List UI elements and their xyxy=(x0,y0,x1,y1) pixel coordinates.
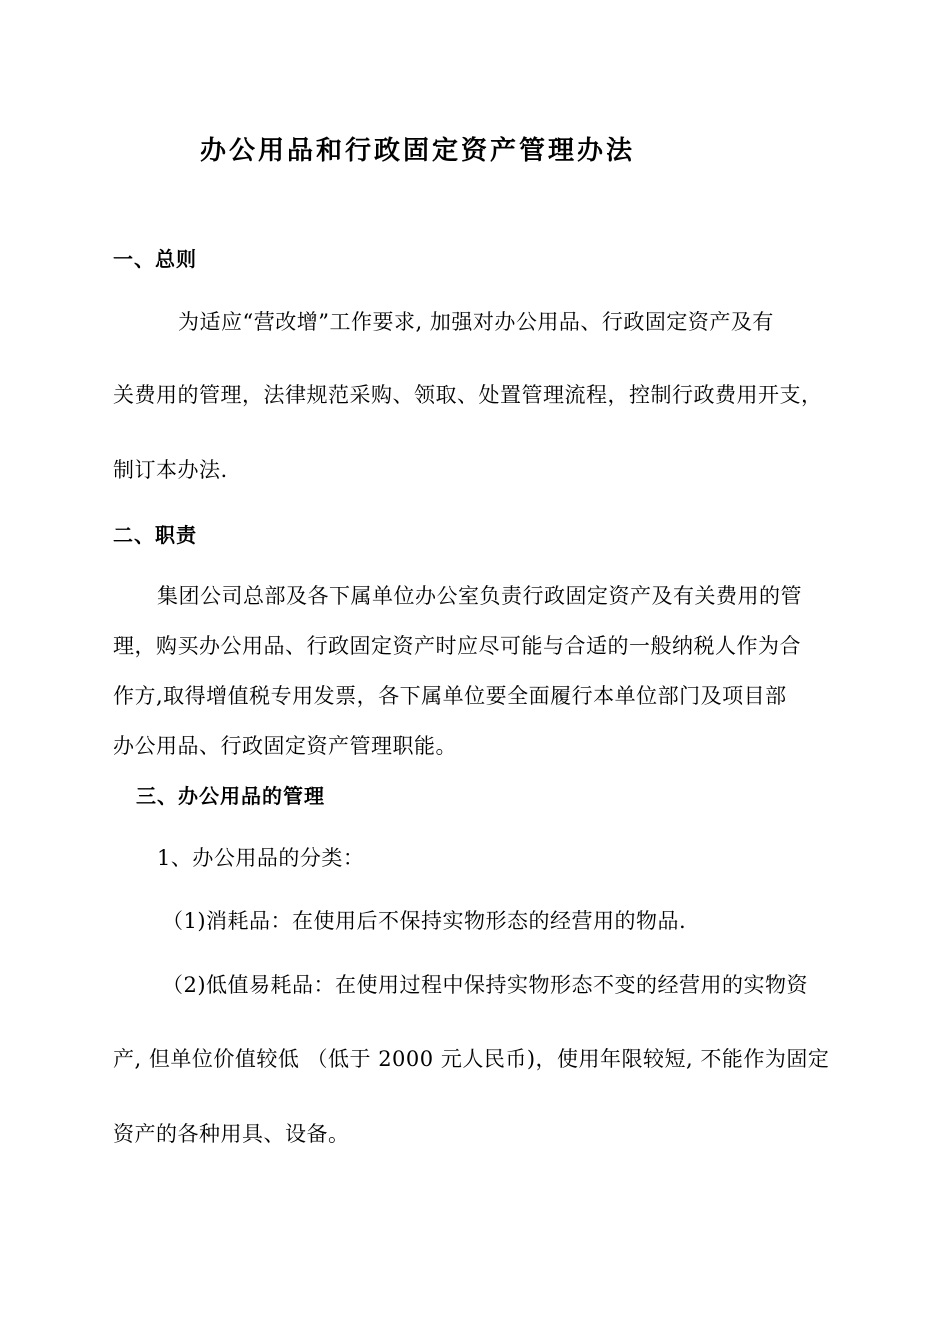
paragraph-line: 集团公司总部及各下属单位办公室负责行政固定资产及有关费用的管 xyxy=(157,584,802,608)
section-heading-office-supplies: 三、办公用品的管理 xyxy=(136,784,325,808)
paragraph-line: 办公用品、行政固定资产管理职能。 xyxy=(113,734,457,758)
subheading-classification: 1、办公用品的分类： xyxy=(157,846,365,870)
document-title: 办公用品和行政固定资产管理办法 xyxy=(200,136,636,166)
list-item-consumables: （1)消耗品：在使用后不保持实物形态的经营用的物品. xyxy=(162,909,687,933)
section-heading-responsibilities: 二、职责 xyxy=(113,523,197,547)
paragraph-line: 制订本办法. xyxy=(113,458,228,482)
list-item-low-value-consumables: （2)低值易耗品：在使用过程中保持实物形态不变的经营用的实物资 xyxy=(162,973,809,997)
paragraph-line: 关费用的管理，法律规范采购、领取、处置管理流程，控制行政费用开支， xyxy=(113,383,823,407)
paragraph-line: 理，购买办公用品、行政固定资产时应尽可能与合适的一般纳税人作为合 xyxy=(113,634,801,658)
paragraph-line: 产, 但单位价值较低 （低于 2000 元人民币)，使用年限较短, 不能作为固定 xyxy=(113,1047,830,1071)
paragraph-line: 为适应“营改增”工作要求, 加强对办公用品、行政固定资产及有 xyxy=(178,310,774,334)
paragraph-line: 资产的各种用具、设备。 xyxy=(113,1122,350,1146)
paragraph-line: 作方,取得增值税专用发票，各下属单位要全面履行本单位部门及项目部 xyxy=(113,684,787,708)
section-heading-general: 一、总则 xyxy=(113,247,197,271)
